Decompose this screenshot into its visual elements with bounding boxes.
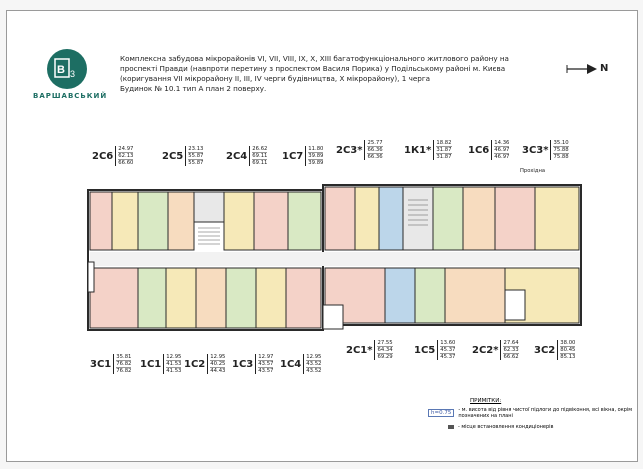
apartment-label: [534, 340, 575, 360]
living-area: 27.55: [377, 340, 393, 346]
apartment-code: 1С2: [184, 358, 206, 370]
apartment-label: [522, 140, 569, 160]
apartment-code: 2С6: [92, 150, 114, 162]
full-area: 44.43: [210, 368, 226, 374]
apartment-label: [92, 146, 133, 166]
total-area: 62.13: [118, 153, 134, 159]
logo-letter-2: 3: [70, 69, 76, 79]
apartment-label: [336, 140, 383, 160]
apartment-label: [184, 354, 225, 374]
total-area: 69.11: [252, 153, 268, 159]
living-area: 27.64: [503, 340, 519, 346]
apartment-label: [414, 340, 455, 360]
total-area: 43.57: [258, 361, 274, 367]
apartment-label: [232, 354, 273, 374]
brand-name: ВАРШАВСЬКИЙ: [33, 92, 108, 100]
apartment-label: [280, 354, 321, 374]
header-line: Комплексна забудова мікрорайонів VI, VII, VIII, IX, X, XIII багатофункціонального житлового району на: [120, 54, 509, 63]
air-conditioner-icon: [448, 425, 454, 429]
apartment-code: 2С1*: [346, 344, 373, 356]
living-area: 35.81: [116, 354, 132, 360]
total-area: 43.52: [306, 361, 322, 367]
total-area: 31.87: [436, 147, 452, 153]
apartment-label: [472, 340, 519, 360]
apartment-label: [346, 340, 393, 360]
living-area: 35.10: [553, 140, 569, 146]
total-area: 76.82: [116, 361, 132, 367]
legend-row-ac: [448, 424, 554, 430]
top-right-rooms: [325, 187, 579, 250]
total-area: 41.53: [166, 361, 182, 367]
apartment-code: 1С5: [414, 344, 436, 356]
apartment-code: 3С3*: [522, 144, 549, 156]
bottom-left-rooms: [90, 268, 321, 328]
full-area: 66.36: [367, 154, 383, 160]
total-area: 45.37: [440, 347, 456, 353]
apartment-code: 1К1*: [404, 144, 432, 156]
living-area: 23.13: [188, 146, 204, 152]
total-area: 80.45: [560, 347, 576, 353]
apartment-label: [90, 354, 131, 374]
north-label: N: [600, 63, 609, 74]
apartment-label: [404, 140, 452, 160]
total-area: 75.88: [553, 147, 569, 153]
living-area: 11.80: [308, 146, 324, 152]
total-area: 40.25: [210, 361, 226, 367]
full-area: 76.82: [116, 368, 132, 374]
living-area: 12.95: [210, 354, 226, 360]
total-area: 62.33: [503, 347, 519, 353]
total-area: 46.97: [494, 147, 510, 153]
full-area: 31.87: [436, 154, 452, 160]
header-line: Будинок № 10.1 тип А план 2 поверху.: [120, 84, 267, 93]
living-area: 12.97: [258, 354, 274, 360]
apartment-code: 2С4: [226, 150, 248, 162]
total-area: 39.89: [308, 153, 324, 159]
total-area: 55.87: [188, 153, 204, 159]
apartment-label: [226, 146, 267, 166]
apartment-code: 1С4: [280, 358, 302, 370]
ac-note: - місце встановлення кондиціонерів: [458, 424, 554, 430]
apartment-label: [162, 146, 203, 166]
height-box: h=0.75: [428, 409, 454, 417]
living-area: 12.95: [306, 354, 322, 360]
living-area: 18.82: [436, 140, 452, 146]
living-area: 12.95: [166, 354, 182, 360]
full-area: 39.89: [308, 160, 324, 166]
apartment-code: 2С5: [162, 150, 184, 162]
living-area: 38.00: [560, 340, 576, 346]
living-area: 25.77: [367, 140, 383, 146]
full-area: 75.88: [553, 154, 569, 160]
apartment-code: 3С1: [90, 358, 112, 370]
full-area: 45.37: [440, 354, 456, 360]
legend-title: ПРИМІТКИ:: [470, 398, 502, 404]
passage-label: Прохідна: [520, 168, 546, 174]
total-area: 64.34: [377, 347, 393, 353]
apartment-code: 1С7: [282, 150, 304, 162]
apartment-label: [282, 146, 323, 166]
apartment-code: 3С2: [534, 344, 556, 356]
apartment-code: 2С2*: [472, 344, 499, 356]
total-area: 66.36: [367, 147, 383, 153]
full-area: 85.13: [560, 354, 576, 360]
living-area: 24.97: [118, 146, 134, 152]
bottom-right-rooms: [325, 268, 579, 323]
logo-letter-1: В: [57, 64, 65, 76]
full-area: 43.57: [258, 368, 274, 374]
full-area: 46.97: [494, 154, 510, 160]
full-area: 55.87: [188, 160, 204, 166]
apartment-code: 1С6: [468, 144, 490, 156]
height-note: - м. висота від рівня чистої підлоги до підвіконня, всі вікна, окрім позначених на плані: [458, 407, 633, 419]
full-area: 69.29: [377, 354, 393, 360]
full-area: 69.11: [252, 160, 268, 166]
apartment-code: 1С3: [232, 358, 254, 370]
header-line: (коригування VII мікрорайону II, III, IV черги будівництва, X мікрорайону), 1 черга: [120, 74, 431, 83]
living-area: 26.62: [252, 146, 268, 152]
apartment-code: 2С3*: [336, 144, 363, 156]
full-area: 66.62: [503, 354, 519, 360]
full-area: 43.52: [306, 368, 322, 374]
header-line: проспекті Правди (навпроти перетину з проспектом Василя Порика) у Подільському районі м. Києва: [120, 64, 506, 73]
legend-row-height: [428, 407, 633, 419]
full-area: 41.53: [166, 368, 182, 374]
apartment-label: [140, 354, 181, 374]
apartment-code: 1С1: [140, 358, 162, 370]
living-area: 14.36: [494, 140, 510, 146]
living-area: 13.60: [440, 340, 456, 346]
apartment-label: [468, 140, 509, 160]
full-area: 66.60: [118, 160, 134, 166]
